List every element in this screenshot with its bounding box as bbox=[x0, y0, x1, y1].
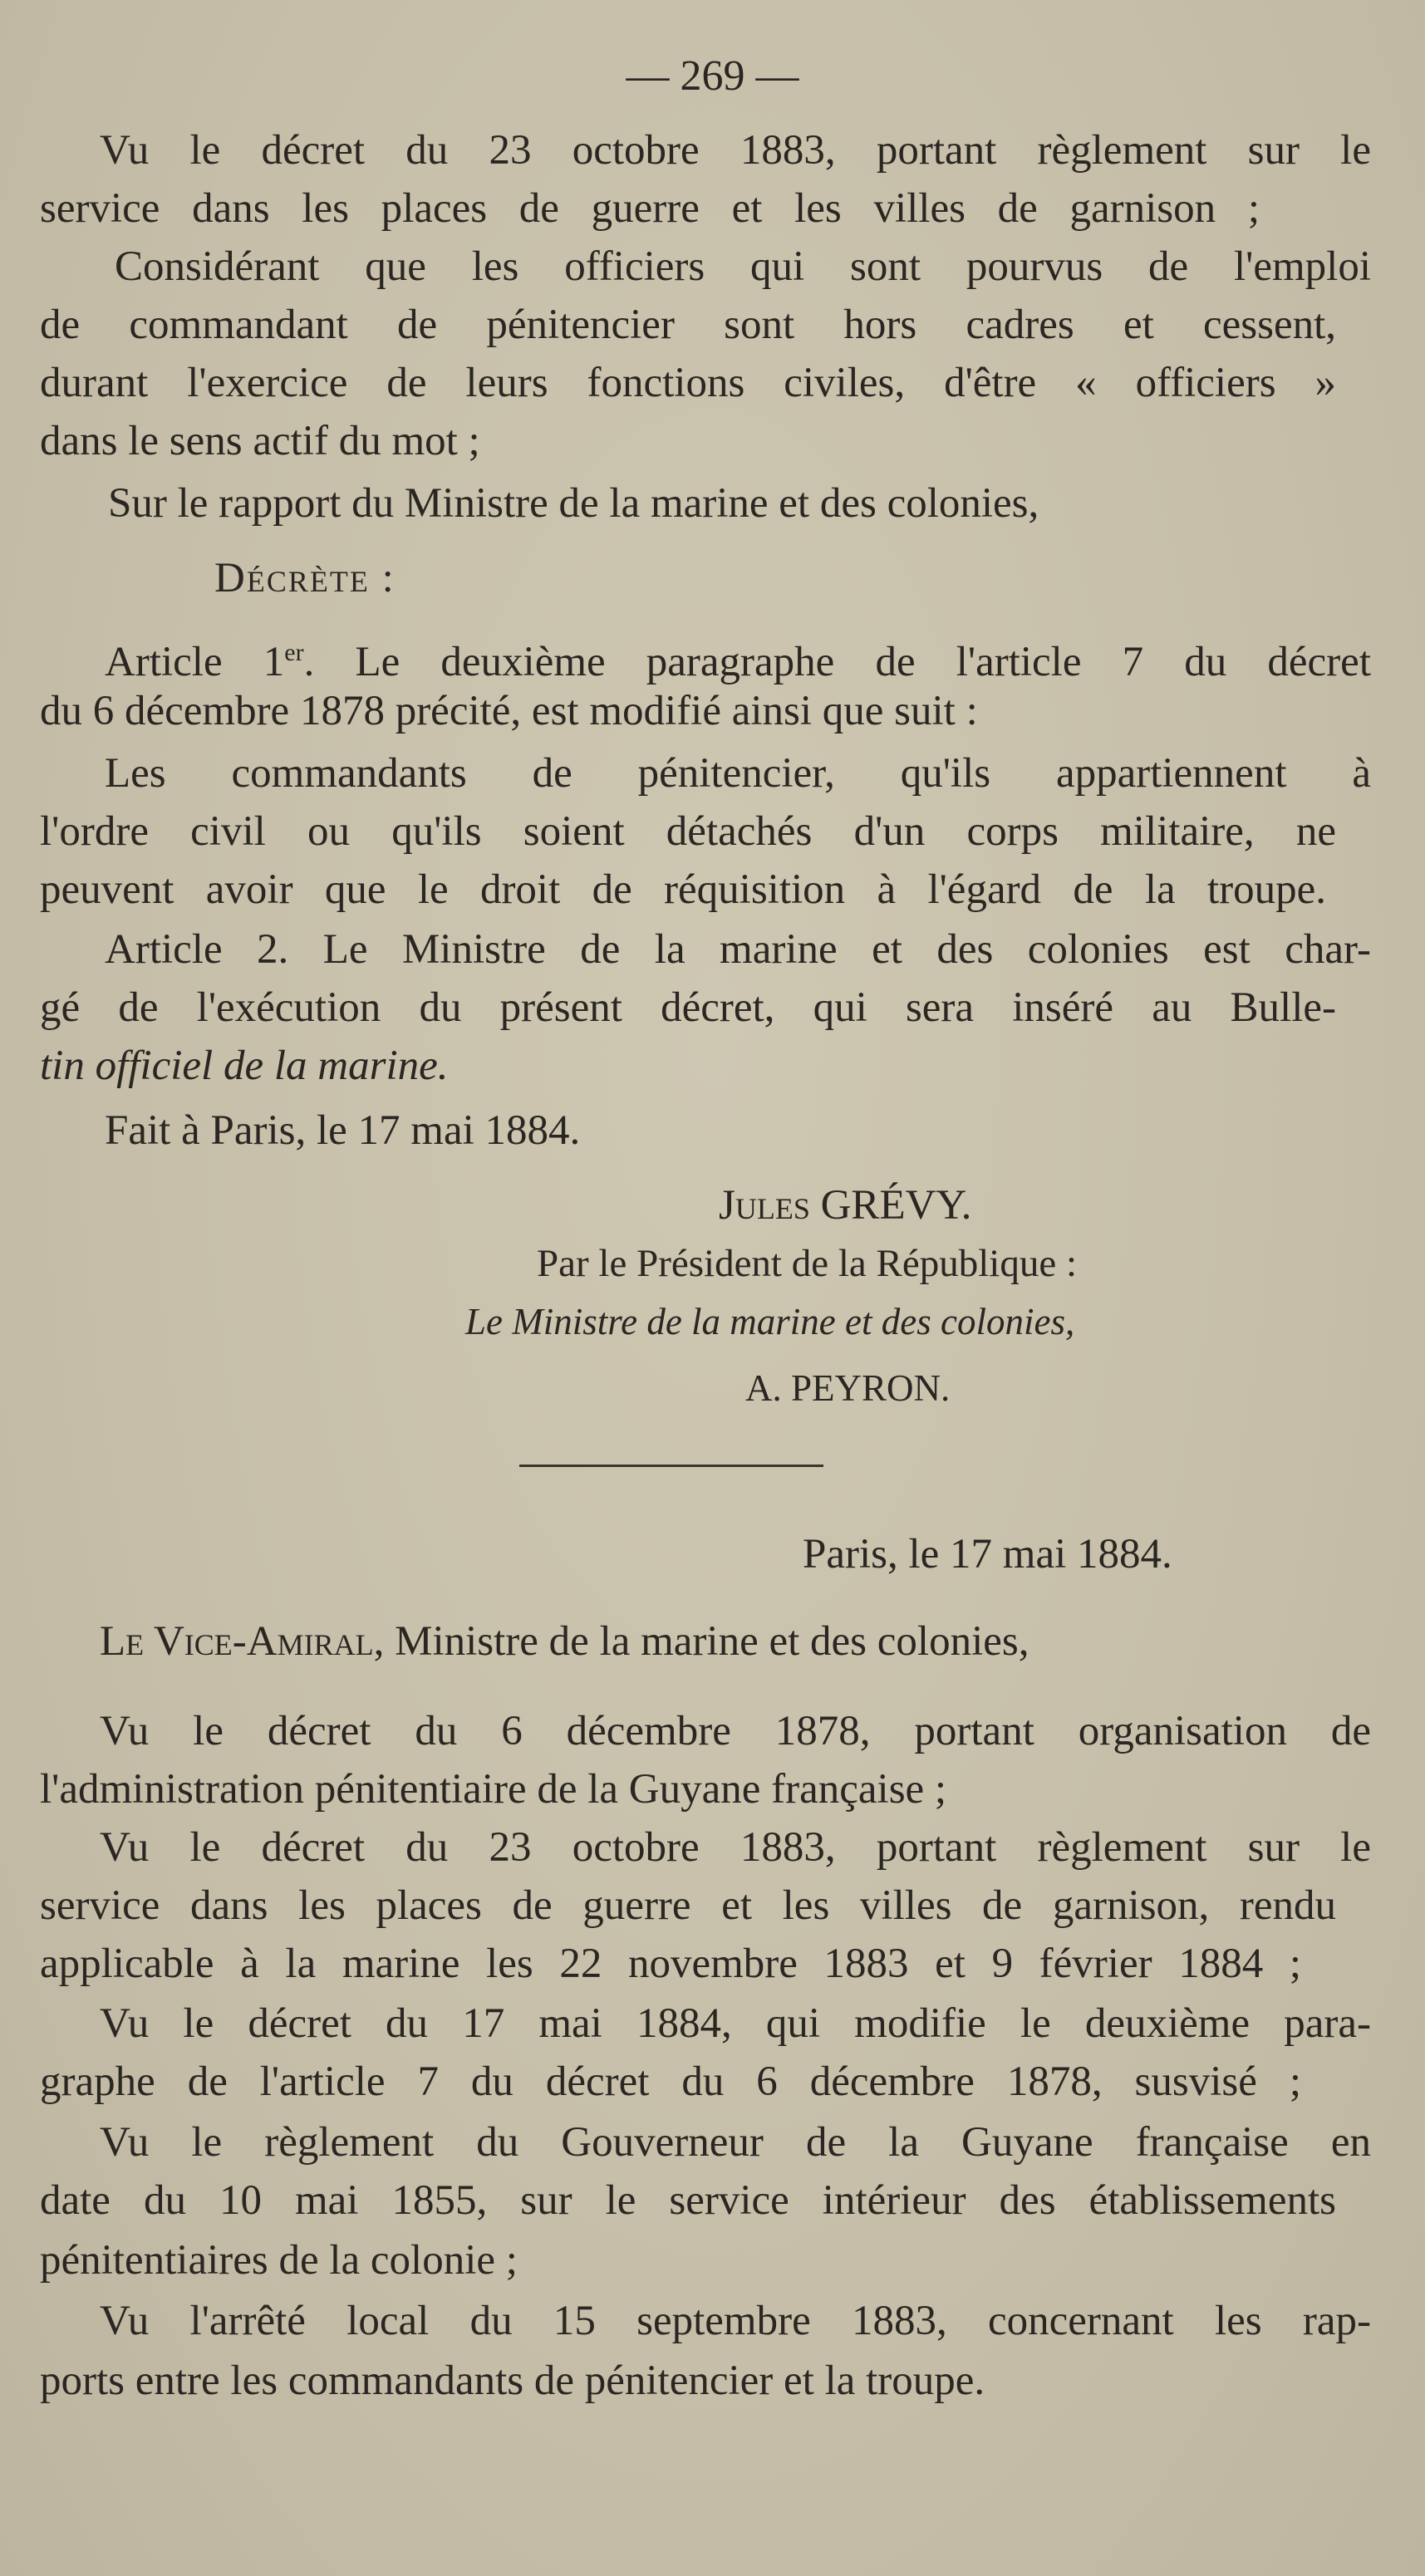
article-1-line: Article 1er. Le deuxième paragraphe de l'article 7 du décret bbox=[105, 639, 1371, 685]
text-line: date du 10 mai 1855, sur le service intérieur des établissements bbox=[40, 2177, 1336, 2224]
president-signature bbox=[719, 1180, 971, 1231]
text-line: l'ordre civil ou qu'ils soient détachés d'un corps militaire, ne bbox=[40, 808, 1336, 855]
text-line: Vu l'arrêté local du 15 septembre 1883, concernant les rap- bbox=[100, 2298, 1371, 2344]
minister-title: Le Ministre de la marine et des colonies, bbox=[465, 1301, 1075, 1342]
text-line: peuvent avoir que le droit de réquisition à l'égard de la troupe. bbox=[40, 866, 1326, 913]
text-line: durant l'exercice de leurs fonctions civiles, d'être « officiers » bbox=[40, 360, 1336, 406]
text-line: dans le sens actif du mot ; bbox=[40, 418, 480, 464]
text-line: Vu le décret du 23 octobre 1883, portant règlement sur le bbox=[100, 127, 1371, 174]
text-line: Vu le règlement du Gouverneur de la Guyane française en bbox=[100, 2119, 1371, 2166]
article-2-line-2: gé de l'exécution du présent décret, qui sera inséré au Bulle- bbox=[40, 984, 1336, 1031]
text-line: service dans les places de guerre et les villes de garnison ; bbox=[40, 185, 1260, 232]
text-line: ports entre les commandants de pénitencier et la troupe. bbox=[40, 2358, 985, 2404]
president-name: Jules GRÉVY. bbox=[719, 1182, 972, 1229]
text-line: pénitentiaires de la colonie ; bbox=[40, 2237, 518, 2284]
vice-amiral-heading bbox=[100, 1616, 1029, 1667]
text-line: du 6 décembre 1878 précité, est modifié ainsi que suit : bbox=[40, 688, 978, 734]
text-line: Vu le décret du 6 décembre 1878, portant organisation de bbox=[100, 1708, 1371, 1754]
text-line: Les commandants de pénitencier, qu'ils appartiennent à bbox=[105, 750, 1371, 797]
text-line: applicable à la marine les 22 novembre 1883 et 9 février 1884 ; bbox=[40, 1941, 1301, 1987]
text-line: Article 2. Le Ministre de la marine et des colonies est char- bbox=[105, 926, 1371, 973]
text-line: Vu le décret du 17 mai 1884, qui modifie le deuxième para- bbox=[100, 2000, 1371, 2047]
by-president: Par le Président de la République : bbox=[537, 1242, 1078, 1285]
date-line: Paris, le 17 mai 1884. bbox=[803, 1531, 1172, 1577]
text-line: tin officiel de la marine. bbox=[40, 1043, 449, 1089]
text-line: Vu le décret du 23 octobre 1883, portant règlement sur le bbox=[100, 1824, 1371, 1871]
fait-line: Fait à Paris, le 17 mai 1884. bbox=[105, 1107, 581, 1154]
text-line bbox=[40, 982, 1336, 1033]
text-line: de commandant de pénitencier sont hors cadres et cessent, bbox=[40, 302, 1336, 348]
separator-rule bbox=[519, 1465, 823, 1467]
text-line: graphe de l'article 7 du décret du 6 décembre 1878, susvisé ; bbox=[40, 2058, 1301, 2105]
text-line: Sur le rapport du Ministre de la marine et des colonies, bbox=[108, 480, 1039, 527]
decrete-heading: Décrète : bbox=[214, 555, 396, 601]
minister-label: Ministre de la marine et des colonies, bbox=[395, 1618, 1029, 1665]
text-line: l'administration pénitentiaire de la Guyane française ; bbox=[40, 1766, 947, 1813]
text-line: service dans les places de guerre et les villes de garnison, rendu bbox=[40, 1882, 1336, 1929]
rank-label: Le Vice-Amiral, bbox=[100, 1618, 385, 1665]
page-number: — 269 — bbox=[626, 52, 799, 100]
minister-name: A. PEYRON. bbox=[745, 1367, 951, 1409]
text-line: Considérant que les officiers qui sont pourvus de l'emploi bbox=[115, 243, 1371, 290]
